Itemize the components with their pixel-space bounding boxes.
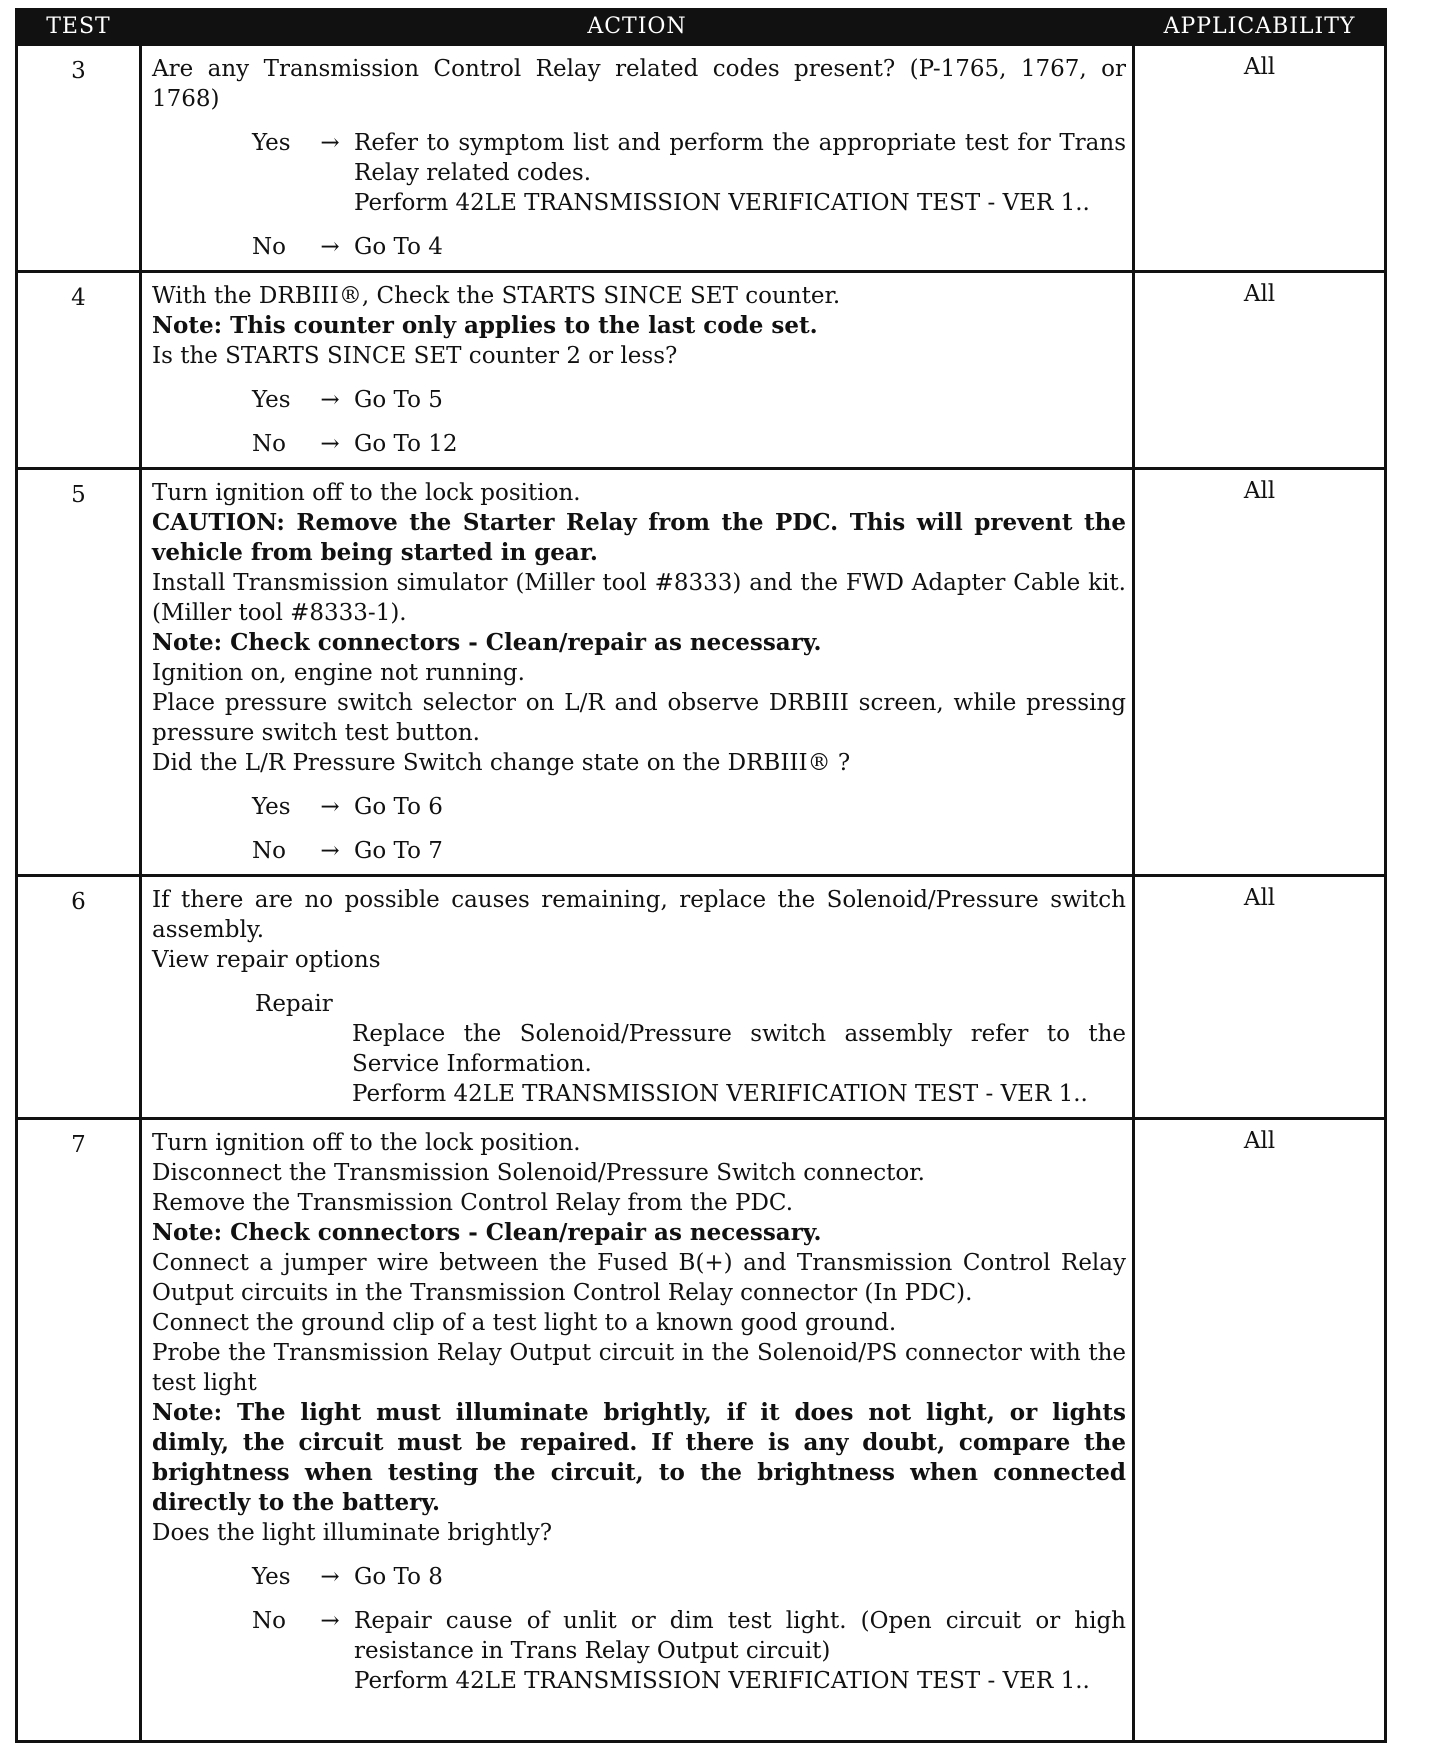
diagnostic-test-table-page bbox=[15, 8, 1384, 1743]
test-number: 6 bbox=[17, 876, 141, 1119]
branch-answer: Yes bbox=[252, 794, 291, 820]
branch-answer: No bbox=[252, 838, 286, 864]
branch-result-line: Perform 42LE TRANSMISSION VERIFICATION TEST - VER 1.. bbox=[354, 190, 1090, 216]
branch-answer: Yes bbox=[252, 1564, 291, 1590]
arrow-right-icon: → bbox=[320, 387, 340, 413]
arrow-right-icon: → bbox=[320, 431, 340, 457]
action-step: Connect a jumper wire between the Fused B(+) and Transmission Control Relay Output circuits in the Transmission Control Relay connector (In PDC). bbox=[152, 1250, 1126, 1306]
branch-answer: No bbox=[252, 1608, 286, 1634]
branch-result bbox=[354, 385, 1126, 415]
table-header-row bbox=[17, 10, 1386, 45]
repair-label: Repair bbox=[255, 991, 333, 1017]
action-step: If there are no possible causes remaining, replace the Solenoid/Pressure switch assembly. bbox=[152, 887, 1126, 943]
action-cell bbox=[141, 45, 1134, 272]
branch-result bbox=[354, 1562, 1126, 1592]
arrow-right-icon: → bbox=[320, 234, 340, 260]
action-step: Place pressure switch selector on L/R and observe DRBIII screen, while pressing pressure switch test button. bbox=[152, 690, 1126, 746]
action-step: Does the light illuminate brightly? bbox=[152, 1520, 553, 1546]
action-cell bbox=[141, 469, 1134, 876]
branch-answer: Yes bbox=[252, 387, 291, 413]
branch-result-line: Go To 6 bbox=[354, 794, 443, 820]
arrow-right-icon: → bbox=[320, 1564, 340, 1590]
header-applicability: APPLICABILITY bbox=[1134, 10, 1386, 45]
branch-result-line: Perform 42LE TRANSMISSION VERIFICATION TEST - VER 1.. bbox=[354, 1668, 1090, 1694]
action-step: Disconnect the Transmission Solenoid/Pressure Switch connector. bbox=[152, 1160, 925, 1186]
action-cell bbox=[141, 1119, 1134, 1742]
table-body bbox=[17, 45, 1386, 1742]
table-row bbox=[17, 469, 1386, 876]
branch-result-line: Go To 7 bbox=[354, 838, 443, 864]
test-number: 4 bbox=[17, 272, 141, 469]
applicability-value: All bbox=[1134, 45, 1386, 272]
no-branch bbox=[152, 232, 1126, 262]
branch-result-line: Go To 12 bbox=[354, 431, 458, 457]
table-row bbox=[17, 272, 1386, 469]
repair-instruction: Replace the Solenoid/Pressure switch assembly refer to the Service Information. bbox=[352, 1021, 1126, 1077]
action-step: View repair options bbox=[152, 947, 381, 973]
header-action: ACTION bbox=[141, 10, 1134, 45]
table-row bbox=[17, 1119, 1386, 1742]
yes-branch bbox=[152, 385, 1126, 415]
no-branch bbox=[152, 836, 1126, 866]
branch-result bbox=[354, 128, 1126, 218]
action-step: Are any Transmission Control Relay related codes present? (P-1765, 1767, or 1768) bbox=[152, 56, 1126, 112]
diagnostic-test-table bbox=[15, 8, 1387, 1743]
applicability-value: All bbox=[1134, 876, 1386, 1119]
action-step: Probe the Transmission Relay Output circuit in the Solenoid/PS connector with the test light bbox=[152, 1340, 1126, 1396]
action-note: Note: Check connectors - Clean/repair as necessary. bbox=[152, 1219, 822, 1246]
repair-instruction: Perform 42LE TRANSMISSION VERIFICATION TEST - VER 1.. bbox=[352, 1081, 1088, 1107]
applicability-value: All bbox=[1134, 272, 1386, 469]
table-row bbox=[17, 45, 1386, 272]
branch-answer: No bbox=[252, 234, 286, 260]
yes-branch bbox=[152, 1562, 1126, 1592]
test-number: 3 bbox=[17, 45, 141, 272]
no-branch bbox=[152, 1606, 1126, 1696]
branch-answer: No bbox=[252, 431, 286, 457]
action-step: Install Transmission simulator (Miller tool #8333) and the FWD Adapter Cable kit.(Miller tool #8333-1). bbox=[152, 570, 1126, 626]
test-number: 7 bbox=[17, 1119, 141, 1742]
arrow-right-icon: → bbox=[320, 794, 340, 820]
action-note: CAUTION: Remove the Starter Relay from the PDC. This will prevent the vehicle from being started in gear. bbox=[152, 509, 1126, 566]
action-step: With the DRBIII®, Check the STARTS SINCE SET counter. bbox=[152, 283, 841, 309]
header-test: TEST bbox=[17, 10, 141, 45]
yes-branch bbox=[152, 792, 1126, 822]
branch-result-line: Go To 5 bbox=[354, 387, 443, 413]
branch-result bbox=[354, 429, 1126, 459]
action-note: Note: The light must illuminate brightly, if it does not light, or lights dimly, the circuit must be repaired. If there is any doubt, compare the brightness when testing the circuit, to the brightness when connected directly to the battery. bbox=[152, 1399, 1126, 1516]
arrow-right-icon: → bbox=[320, 838, 340, 864]
action-note: Note: Check connectors - Clean/repair as necessary. bbox=[152, 629, 822, 656]
test-number: 5 bbox=[17, 469, 141, 876]
action-cell bbox=[141, 876, 1134, 1119]
action-step: Turn ignition off to the lock position. bbox=[152, 480, 581, 506]
branch-result-line: Go To 4 bbox=[354, 234, 443, 260]
branch-result-line: Refer to symptom list and perform the appropriate test for Trans Relay related codes. bbox=[354, 130, 1126, 186]
branch-result bbox=[354, 232, 1126, 262]
action-step: Connect the ground clip of a test light to a known good ground. bbox=[152, 1310, 897, 1336]
applicability-value: All bbox=[1134, 469, 1386, 876]
action-step: Turn ignition off to the lock position. bbox=[152, 1130, 581, 1156]
arrow-right-icon: → bbox=[320, 1608, 340, 1634]
action-cell bbox=[141, 272, 1134, 469]
arrow-right-icon: → bbox=[320, 130, 340, 156]
table-row bbox=[17, 876, 1386, 1119]
applicability-value: All bbox=[1134, 1119, 1386, 1742]
branch-result bbox=[354, 792, 1126, 822]
branch-answer: Yes bbox=[252, 130, 291, 156]
action-step: Did the L/R Pressure Switch change state on the DRBIII® ? bbox=[152, 750, 851, 776]
action-step: Is the STARTS SINCE SET counter 2 or less? bbox=[152, 343, 678, 369]
action-step: Remove the Transmission Control Relay from the PDC. bbox=[152, 1190, 794, 1216]
branch-result-line: Repair cause of unlit or dim test light. (Open circuit or high resistance in Trans Relay Output circuit) bbox=[354, 1608, 1126, 1664]
action-note: Note: This counter only applies to the last code set. bbox=[152, 312, 818, 339]
branch-result bbox=[354, 836, 1126, 866]
branch-result bbox=[354, 1606, 1126, 1696]
no-branch bbox=[152, 429, 1126, 459]
yes-branch bbox=[152, 128, 1126, 218]
action-step: Ignition on, engine not running. bbox=[152, 660, 525, 686]
branch-result-line: Go To 8 bbox=[354, 1564, 443, 1590]
